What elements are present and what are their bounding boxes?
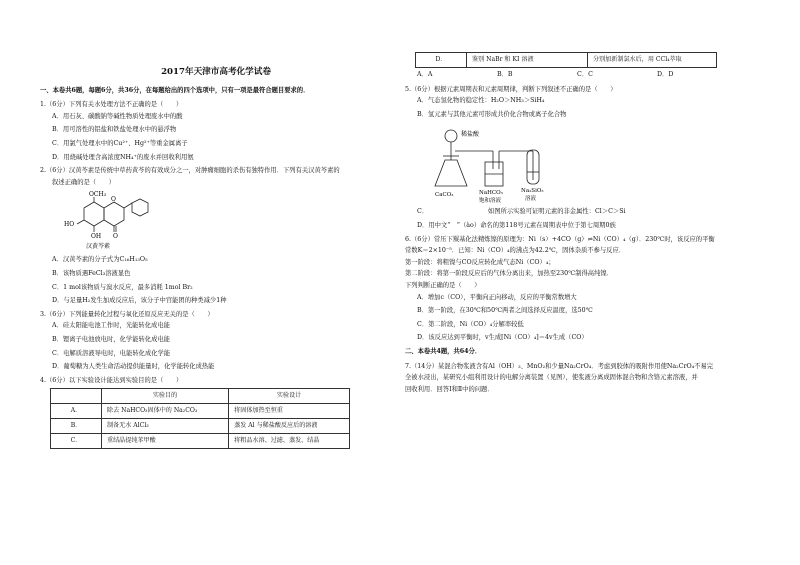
question-4 (40, 377, 392, 450)
label-nahco3-solution: 饱和溶液 (479, 198, 502, 205)
q2-option-d: D．与足量H₂发生加成反应后，该分子中官能团的种类减少1种 (52, 297, 227, 305)
mol-ring-o-label: O (111, 196, 116, 204)
mol-och3-label: OCH₃ (89, 191, 107, 199)
section1-header: 一、本卷共6题，每题6分，共36分，在每题给出的四个选项中，只有一项是最符合题目要求的． (40, 86, 310, 94)
q2-option-b: B．该物质遇FeCl₃溶液显色 (52, 269, 131, 277)
q6-step2: 第二阶段：将第一阶段反应后的气体分离出来，加热至230℃制得高纯镍． (405, 270, 613, 278)
question-1 (40, 101, 392, 162)
q1-option-c: C．用氯气处理水中的Cu²⁺、Hg²⁺等重金属离子 (52, 139, 188, 147)
table-row (416, 53, 717, 68)
label-caco3: CaCO₃ (435, 192, 454, 199)
q6-option-a: A．增加c（CO），平衡向正向移动，反应的平衡常数增大 (417, 293, 577, 301)
question-3 (40, 311, 392, 372)
q6-step1: 第一阶段：将粗镍与CO反应转化成气态Ni（CO）₄； (405, 258, 555, 266)
q3-option-b: B．锂离子电池放电时，化学能转化成电能 (52, 335, 170, 343)
table-cell: 将固体加热至恒重 (229, 404, 350, 419)
mol-ho-label: HO (64, 221, 75, 229)
table-cell: 制备无水 AlCl₃ (102, 419, 229, 434)
q4-experiment-table (50, 388, 350, 449)
question-2 (40, 167, 392, 306)
q3-option-c: C．电解质溶液导电时，电能转化成化学能 (52, 349, 171, 357)
q1-option-b: B．用可溶性的铝盐和铁盐处理水中的悬浮物 (52, 126, 177, 134)
table-header-cell: 实验设计 (229, 389, 350, 404)
q3-option-a: A．硅太阳能电池工作时，光能转化成电能 (52, 322, 170, 330)
q1-option-a: A．用石灰、碳酸钠等碱性物质处理废水中的酸 (52, 112, 183, 120)
table-cell: A． (51, 404, 102, 419)
table-cell: 蒸发 Al 与稀盐酸反应后的溶液 (229, 419, 350, 434)
q4-answer-c: C．C (577, 71, 593, 78)
q2-stem-line2: 叙述正确的是（ ） (52, 178, 115, 186)
q4-answer-a: A．A (417, 71, 433, 78)
question-5 (405, 86, 765, 231)
label-nahco3: NaHCO₃ (479, 190, 503, 197)
q7-line2: 全被水浸出，某研究小组利用设计的电解分离装置（见图），使浆液分离成固体混合物和含铬元素溶液，并 (405, 374, 698, 382)
q3-stem: 3.（6分）下列能量转化过程与氧化还原反应无关的是（ ） (40, 310, 214, 318)
q2-option-c: C．1 mol该物质与溴水反应，最多消耗 1mol Br₂ (52, 283, 193, 291)
mol-ketone-o-label: O (113, 233, 118, 241)
q5-option-c: C． 如图所示实验可证明元素的非金属性：Cl＞C＞Si (417, 208, 626, 216)
table-cell: 重结晶提纯苯甲酸 (102, 434, 229, 449)
label-na2sio3: Na₂SiO₃ (521, 188, 544, 195)
q4-table-continued (415, 52, 717, 68)
experiment-apparatus-diagram (429, 124, 559, 206)
q1-option-d: D．用烧碱处理含高浓度NH₄⁺的废水并回收利用氨 (52, 153, 194, 161)
q5-option-a: A．气态氢化物的稳定性：H₂O＞NH₃＞SiH₄ (417, 97, 545, 105)
baicalein-structure-diagram (62, 190, 152, 252)
q5-stem: 5.（6分）根据元素周期表和元素周期律，判断下列叙述不正确的是（ ） (405, 85, 617, 93)
table-cell: D． (416, 53, 467, 68)
q6-option-c: C．第二阶段，Ni（CO）₄分解率较低 (417, 320, 524, 328)
question-6 (405, 236, 765, 343)
q6-option-d: D．该反应达到平衡时，v生成[Ni（CO）₄]＝4v生成（CO） (417, 334, 588, 342)
table-cell: 除去 NaHCO₃固体中的 Na₂CO₃ (102, 404, 229, 419)
table-row (51, 419, 350, 434)
q7-line3: 回收利用．回答Ⅰ和Ⅱ中的问题． (405, 385, 494, 393)
mol-oh-label: OH (91, 233, 102, 241)
q7-line1: 7.（14分）某混合物浆液含有Al（OH）₃、MnO₂和少量Na₂CrO₄．考虑到胶体的吸附作用使Na₂CrO₄不易完 (405, 362, 714, 370)
table-cell: 分别加新制氯水后，用 CCl₄萃取 (588, 53, 717, 68)
q2-stem-line1: 2.（6分）汉黄芩素是传统中草药黄芩的有效成分之一，对肿瘤细胞的杀伤有独特作用．下列有关汉黄芩素的 (40, 167, 340, 175)
table-header-row (51, 389, 350, 404)
q4-answer-options (417, 71, 765, 80)
left-column (40, 50, 392, 449)
table-cell: 鉴别 NaBr 和 KI 溶液 (467, 53, 588, 68)
q1-stem: 1.（6分）下列有关水处理方法不正确的是（ ） (40, 101, 183, 109)
question-7 (405, 363, 765, 395)
q5-option-d: D．用中文“ ”（ào）命名的第118号元素在周期表中位于第七周期0族 (417, 221, 616, 229)
label-na2sio3-solution: 溶液 (525, 196, 537, 203)
table-header-cell: 实验目的 (102, 389, 229, 404)
table-row (51, 434, 350, 449)
q2-option-a: A．汉黄芩素的分子式为C₁₆H₁₃O₅ (52, 256, 148, 264)
table-cell: C． (51, 434, 102, 449)
mol-caption: 汉黄芩素 (86, 243, 111, 251)
q6-question: 下列判断正确的是（ ） (405, 281, 481, 289)
q5-option-b: B．氢元素与其他元素可形成共价化合物或离子化合物 (417, 110, 567, 118)
table-cell: 将粗品水溶、过滤、蒸发、结晶 (229, 434, 350, 449)
q4-answer-d: D．D (657, 71, 674, 78)
table-row (51, 404, 350, 419)
section2-header: 二、本卷共4题，共64分． (405, 347, 482, 355)
paper-title: 2017年天津市高考化学试卷 (161, 67, 271, 77)
q4-stem: 4.（6分）以下实验设计能达到实验目的是（ ） (40, 376, 183, 384)
right-column (405, 52, 765, 397)
q6-option-b: B．第一阶段，在30℃和50℃两者之间选择反应温度，选50℃ (417, 307, 593, 315)
table-header-cell (51, 389, 102, 404)
q6-stem-line2: 常数K＝2×10⁻⁵．已知：Ni（CO）₄的沸点为42.2℃，固体杂质不参与反应． (405, 247, 626, 255)
q6-stem-line1: 6.（6分）常压下羰基化法精炼镍的原理为：Ni（s）+4CO（g）⇌Ni（CO）₄（g）．230℃时，该反应的平衡 (405, 235, 715, 243)
label-dilute-hcl: 稀盐酸 (461, 131, 480, 139)
q4-answer-b: B．B (497, 71, 513, 78)
table-cell: B． (51, 419, 102, 434)
q3-option-d: D．葡萄糖为人类生命活动提供能量时，化学能转化成热能 (52, 363, 215, 371)
